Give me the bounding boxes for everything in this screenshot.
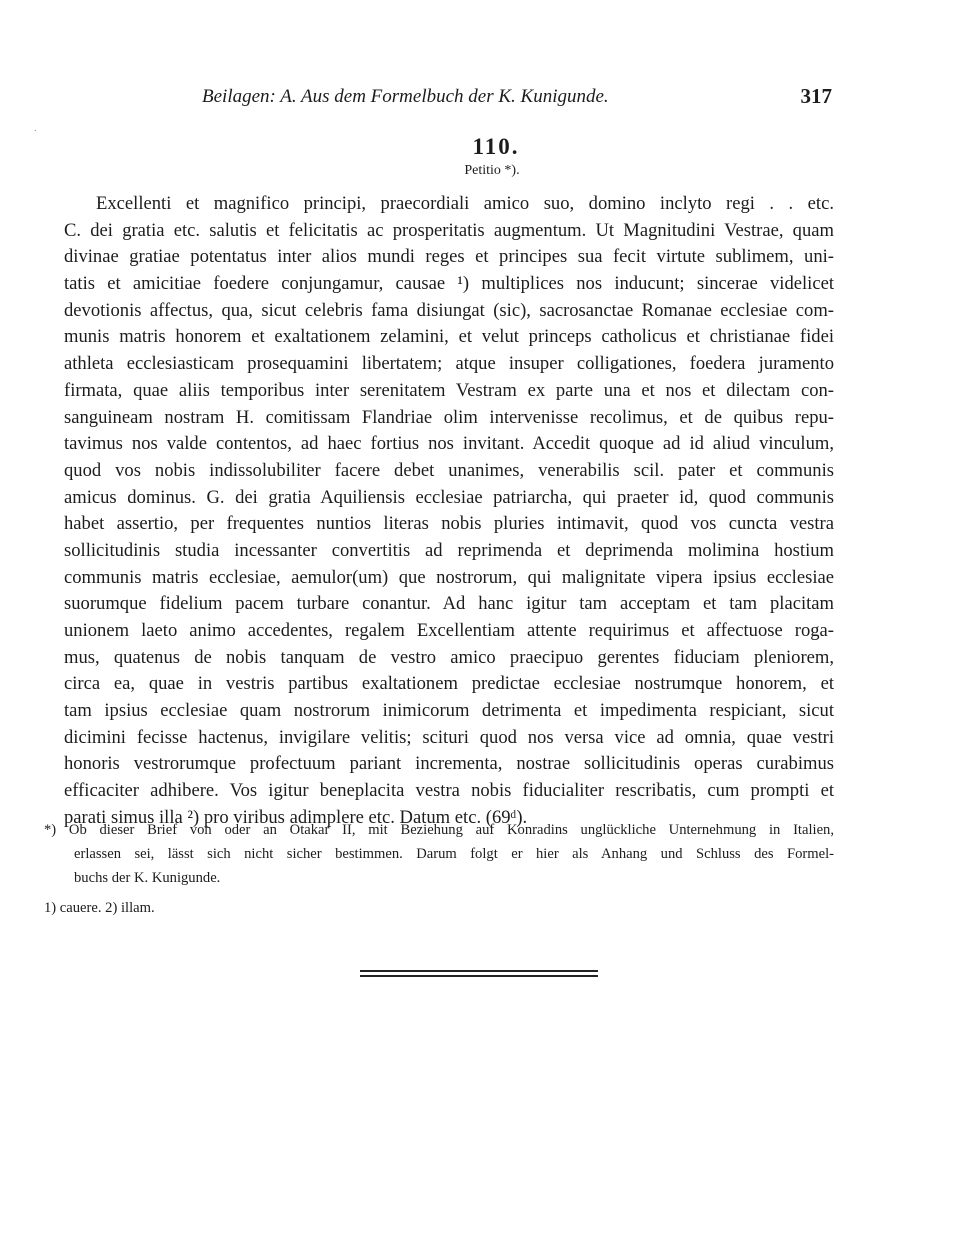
variant-readings: 1) cauere. 2) illam. <box>44 900 155 916</box>
text-line: dicimini fecisse hactenus, invigilare velitis; scituri quod nos versa vice ad omnia, quae vestri <box>64 726 834 748</box>
text-line: divinae gratiae potentatus inter alios mundi reges et principes sua fecit virtute sublimem, uni- <box>64 246 834 268</box>
text-line: unionem laeto animo accedentes, regalem Excellentiam attente requirimus et affectuose roga- <box>64 620 834 641</box>
end-rule-line <box>360 970 598 972</box>
text-line: suorumque fidelium pacem turbare conantur. Ad hanc igitur tam acceptam et tam placitam <box>64 593 834 615</box>
page-number: 317 <box>800 84 832 108</box>
text-line: devotionis affectus, qua, sicut celebris fama disiungat (sic), sacrosanctae Romanae ecclesiae com- <box>64 299 834 321</box>
section-number: 110. <box>472 134 520 159</box>
text-line: mus, quatenus de nobis tanquam de vestro amico praecipuo gerentes fiduciam pleniorem, <box>64 646 834 668</box>
text-line: tavimus nos valde contentos, ad haec fortius nos invitant. Accedit quoque ad id aliud vinculum, <box>64 433 834 455</box>
text-line: honoris vestrorumque profectuum pariant incrementa, nostrae sollicitudinis operas curabimus <box>64 753 834 775</box>
text-line: tatis et amicitiae foedere conjungamur, causae ¹) multiplices nos inducunt; sincerae videlicet <box>64 273 834 295</box>
text-line: athleta ecclesiasticam prosequamini libertatem; atque insuper colligationes, foedera juramento <box>64 353 834 375</box>
text-line: sollicitudinis studia incessanter convertitis ad reprimenda et deprimenda molimina hostium <box>64 539 834 561</box>
running-title: Beilagen: A. Aus dem Formelbuch der K. Kunigunde. <box>202 86 609 107</box>
section-subtitle: Petitio *). <box>464 163 520 178</box>
text-line: efficaciter adhibere. Vos igitur beneplacita vestra nobis fiducialiter rescribatis, cum prompti et <box>64 780 834 802</box>
text-line: circa ea, quae in vestris partibus exaltationem predictae ecclesiae nostrumque honorem, et <box>64 673 834 695</box>
footnotes <box>44 818 834 890</box>
text-line: tam ipsius ecclesiae quam nostrorum inimicorum detrimenta et impedimenta respiciant, sicut <box>64 700 834 722</box>
text-line: sanguineam nostram H. comitissam Flandriae olim intervenisse recolimus, et de quibus repu- <box>64 406 834 428</box>
text-line: C. dei gratia etc. salutis et felicitatis ac prosperitatis augmentum. Ut Magnitudini Vestrae, quam <box>64 219 834 241</box>
footnote-line: erlassen sei, lässt sich nicht sicher bestimmen. Darum folgt er hier als Anhang und Schluss des Formel- <box>74 846 834 862</box>
text-line: communis matris ecclesiae, aemulor(um) que nostrorum, qui malignitate vipera ipsius ecclesiae <box>64 566 834 588</box>
end-rule-line <box>360 975 598 977</box>
main-text <box>64 191 834 832</box>
stray-mark: . <box>34 124 37 133</box>
footnote-line: buchs der K. Kunigunde. <box>74 870 221 886</box>
text-line: parati simus illa ²) pro viribus adimplere etc. Datum etc. (69ᵈ). <box>64 806 528 828</box>
end-rule <box>360 970 598 978</box>
text-line: Excellenti et magnifico principi, praecordiali amico suo, domino inclyto regi . . etc. <box>96 193 834 214</box>
text-line: quod vos nobis indissolubiliter facere debet unanimes, venerabilis scil. pater et communis <box>64 459 834 481</box>
text-line: munis matris honorem et exaltationem zelamini, et velut princeps catholicus et christianae fidei <box>64 326 834 348</box>
text-line: habet assertio, per frequentes nuntios literas nobis pluries intimavit, quod vos cuncta vestra <box>64 513 834 535</box>
running-head <box>196 86 846 116</box>
text-line: firmata, quae aliis temporibus inter serenitatem Vestram ex parte una et nos et dilectam con- <box>64 379 834 401</box>
text-line: amicus dominus. G. dei gratia Aquiliensis ecclesiae patriarcha, qui praeter id, quod communis <box>64 486 834 508</box>
footnote-line: *) Ob dieser Brief von oder an Otakar II, mit Beziehung auf Konradins unglückliche Unternehmung in Italien, <box>44 822 834 838</box>
